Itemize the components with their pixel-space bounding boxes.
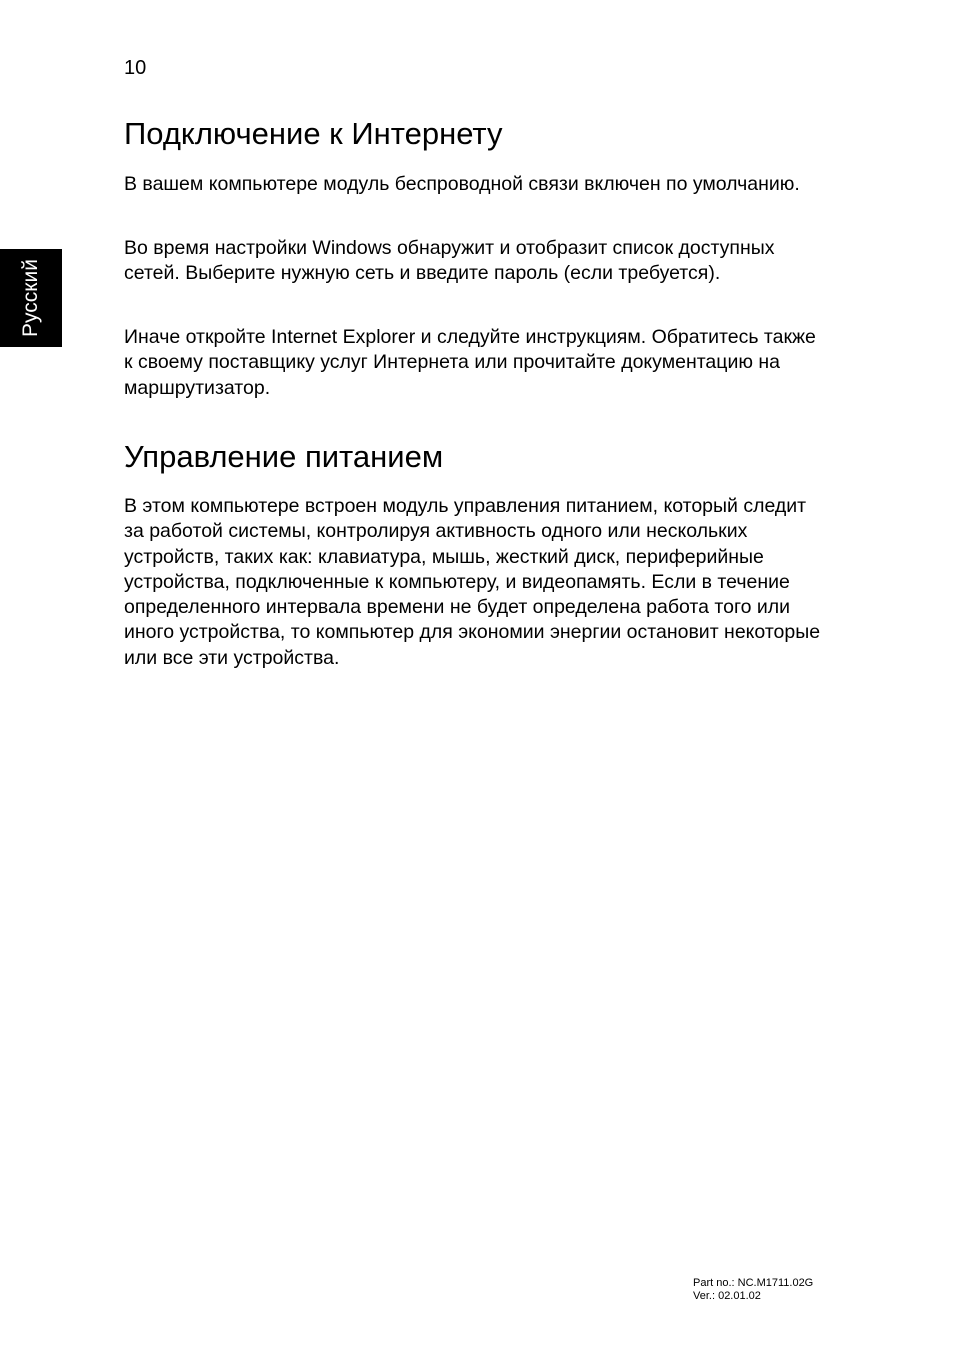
paragraph-internet-explorer: Иначе откройте Internet Explorer и следуйте инструкциям. Обратитесь также к своему поставщику услуг Интернета или прочитайте документацию на маршрутизатор. [124,326,816,399]
language-tab [0,249,62,347]
footer-part-number: Part no.: NC.M1711.02G [693,1277,814,1289]
language-tab-label: Русский [19,259,42,337]
footer-version: Ver.: 02.01.02 [693,1290,761,1302]
section-title-power: Управление питанием [124,439,444,474]
footer-part-info [693,1277,813,1303]
paragraph-windows-networks: Во время настройки Windows обнаружит и отобразит список доступных сетей. Выберите нужную сеть и введите пароль (если требуется). [124,237,775,285]
page-number: 10 [124,57,147,79]
section-title-internet: Подключение к Интернету [124,116,503,151]
paragraph-power-management: В этом компьютере встроен модуль управления питанием, который следит за работой системы, контролируя активность одного или нескольких устройств, таких как: клавиатура, мышь, жесткий диск, периферийные устройства, подключенные к компьютеру, и видеопамять. Если в течение определенного интервала времени не будет определена работа того или иного устройства, то компьютер для экономии энергии остановит некоторые или все эти устройства. [124,495,821,669]
paragraph-wireless-default: В вашем компьютере модуль беспроводной связи включен по умолчанию. [124,173,800,195]
